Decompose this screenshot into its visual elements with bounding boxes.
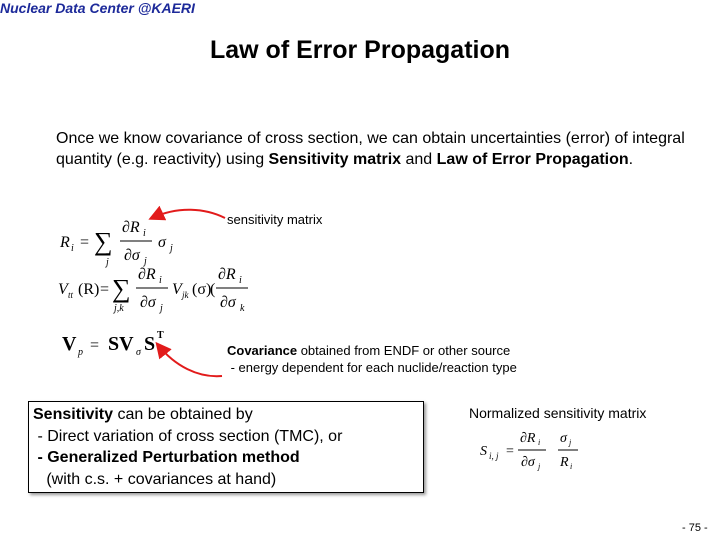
box-line-4: (with c.s. + covariances at hand) [33,470,277,488]
annotation-covariance-line-1 [227,342,517,359]
svg-text:=: = [90,337,100,354]
svg-text:i: i [143,228,146,239]
intro-bold-law: Law of Error Propagation [436,151,629,168]
svg-text:∂R: ∂R [138,266,156,283]
svg-text:i: i [71,243,74,254]
annotation-covariance-bold: Covariance [227,343,298,358]
svg-text:p: p [78,347,83,358]
svg-text:i: i [239,275,242,286]
svg-text:∂σ: ∂σ [140,294,156,311]
svg-text:jk: jk [182,290,189,300]
normalized-equation [478,426,588,474]
svg-text:=: = [80,234,90,251]
intro-text-2: and [401,151,437,168]
svg-text:R: R [560,455,569,470]
svg-text:∂σ: ∂σ [124,247,140,264]
svg-text:j: j [160,303,163,314]
annotation-sensitivity-matrix: sensitivity matrix [227,212,323,227]
arrow-to-sensitivity [152,210,225,218]
box-line-1-rest: can be obtained by [113,406,253,423]
svg-text:∂R: ∂R [520,431,536,446]
svg-text:σ: σ [158,234,166,251]
svg-text:SV: SV [108,333,134,355]
svg-text:∂R: ∂R [218,266,236,283]
svg-text:σ: σ [136,347,141,358]
svg-text:∂σ: ∂σ [220,294,236,311]
svg-text:V: V [62,333,77,355]
svg-text:i, j: i, j [489,451,499,461]
svg-text:∂R: ∂R [122,219,140,236]
normalized-sensitivity-label: Normalized sensitivity matrix [469,405,647,421]
page-number: - 75 - [682,522,708,534]
svg-text:(R): (R) [78,281,100,298]
box-line-2: - Direct variation of cross section (TMC), or [33,427,343,445]
intro-text-1: Once we know covariance of cross section, we can obtain uncertainties (error) of integral quantity (e.g. reactivity) using [56,130,685,168]
box-line-3: - Generalized Perturbation method [33,449,300,466]
svg-text:k: k [240,303,245,314]
svg-text:=: = [100,281,110,298]
sensitivity-box [28,401,424,493]
svg-text:∑: ∑ [94,227,113,256]
svg-text:V: V [58,281,68,298]
svg-text:=: = [506,444,514,459]
svg-text:σ: σ [560,431,567,446]
intro-text-3: . [628,151,634,168]
annotation-covariance-rest: obtained from ENDF or other source [297,343,511,358]
svg-text:j: j [569,438,572,447]
arrow-to-covariance [158,345,222,376]
svg-text:j: j [106,257,109,268]
header-label: Nuclear Data Center @KAERI [0,0,195,16]
annotation-covariance-line-2: - energy dependent for each nuclide/reaction type [227,360,517,375]
annotation-covariance [227,342,517,376]
svg-text:S: S [480,444,487,459]
svg-text:T: T [157,330,164,341]
slide-title: Law of Error Propagation [209,36,511,64]
box-bold-sensitivity: Sensitivity [33,406,114,423]
svg-text:R: R [60,234,70,251]
svg-text:j,k: j,k [114,303,124,314]
svg-text:(: ( [210,281,216,298]
box-line-1 [33,404,419,426]
svg-text:i: i [570,462,573,471]
svg-text:i: i [538,438,541,447]
svg-text:tt: tt [68,290,74,300]
svg-text:V: V [172,281,182,298]
svg-text:(σ): (σ) [192,281,212,298]
svg-text:j: j [144,256,147,267]
svg-text:∂σ: ∂σ [521,455,535,470]
intro-bold-sensitivity: Sensitivity matrix [268,151,402,168]
svg-text:j: j [538,462,541,471]
svg-text:∑: ∑ [112,274,131,303]
svg-text:j: j [170,243,173,254]
svg-text:i: i [159,275,162,286]
svg-text:S: S [144,333,156,355]
